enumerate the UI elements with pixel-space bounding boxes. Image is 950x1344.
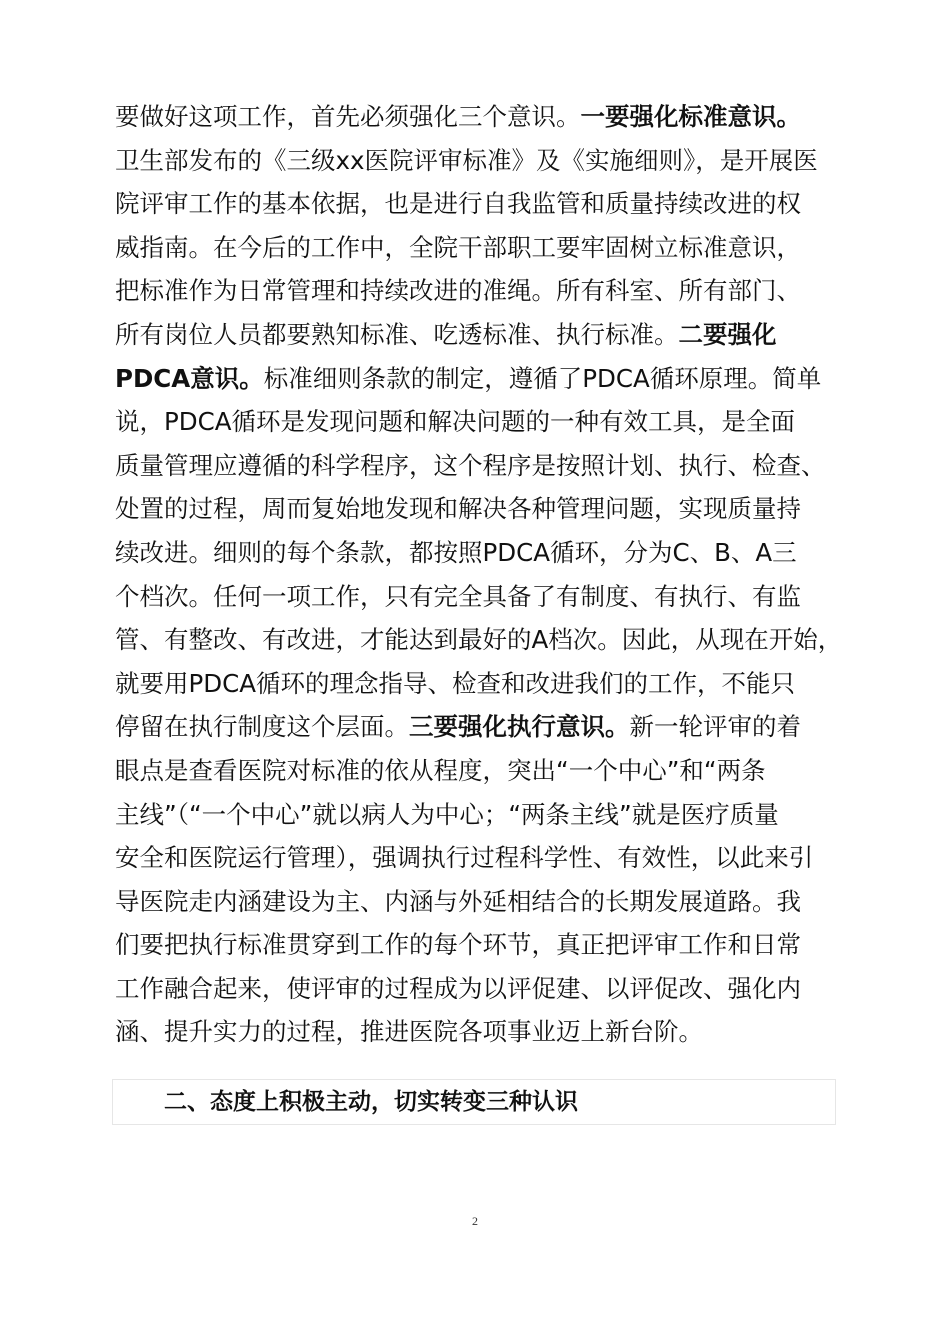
body-text-run: 停留在执行制度这个层面。 — [115, 712, 409, 742]
body-text-run: 导医院走内涵建设为主、内涵与外延相结合的长期发展道路。我 — [115, 886, 801, 916]
text-line — [115, 575, 843, 619]
body-text-run: 标准细则条款的制定，遵循了PDCA循环原理。简单 — [263, 363, 822, 393]
body-text-run: 卫生部发布的《三级xx医院评审标准》及《实施细则》，是开展医 — [115, 145, 818, 175]
text-line — [115, 662, 843, 706]
body-paragraph — [115, 95, 843, 1054]
emphasis-text: 三要强化执行意识。 — [409, 712, 630, 742]
text-line — [115, 967, 843, 1011]
text-line — [115, 618, 843, 662]
text-line — [115, 95, 843, 139]
body-text-run: 工作融合起来，使评审的过程成为以评促建、以评促改、强化内 — [115, 973, 801, 1003]
text-line — [115, 400, 843, 444]
text-line — [115, 139, 843, 183]
body-text-run: 眼点是查看医院对标准的依从程度，突出“一个中心”和“两条 — [115, 755, 766, 785]
body-text-run: 要做好这项工作，首先必须强化三个意识。 — [115, 102, 581, 131]
body-text-run: 管、有整改、有改进，才能达到最好的A档次。因此，从现在开始， — [115, 625, 843, 655]
body-text-run: 所有岗位人员都要熟知标准、吃透标准、执行标准。 — [115, 319, 679, 349]
text-line — [115, 793, 843, 837]
text-line — [115, 444, 843, 488]
body-text-run: 质量管理应遵循的科学程序，这个程序是按照计划、执行、检查、 — [115, 450, 826, 480]
emphasis-text: 二要强化 — [678, 319, 777, 349]
text-line — [115, 749, 843, 793]
text-line — [115, 182, 843, 226]
emphasis-text: PDCA意识。 — [115, 363, 264, 393]
body-text-run: 说，PDCA循环是发现问题和解决问题的一种有效工具，是全面 — [115, 407, 796, 437]
body-text-run: 处置的过程，周而复始地发现和解决各种管理问题，实现质量持 — [115, 494, 801, 524]
body-text-run: 们要把执行标准贯穿到工作的每个环节，真正把评审工作和日常 — [115, 930, 801, 960]
section-heading: 二、态度上积极主动，切实转变三种认识 — [164, 1088, 578, 1115]
text-line — [115, 531, 843, 575]
body-text-run: 就要用PDCA循环的理念指导、检查和改进我们的工作，不能只 — [115, 668, 796, 698]
text-line — [115, 269, 843, 313]
body-text-run: 院评审工作的基本依据，也是进行自我监管和质量持续改进的权 — [115, 189, 801, 219]
page-number: 2 — [472, 1214, 478, 1228]
body-text-run: 个档次。任何一项工作，只有完全具备了有制度、有执行、有监 — [115, 581, 801, 611]
emphasis-text: 一要强化标准意识。 — [580, 102, 801, 131]
text-line — [115, 1010, 843, 1054]
body-text-run: 涵、提升实力的过程，推进医院各项事业迈上新台阶。 — [115, 1017, 703, 1047]
body-text-run: 续改进。细则的每个条款，都按照PDCA循环，分为C、B、A三 — [115, 537, 797, 567]
body-text-run: 安全和医院运行管理），强调执行过程科学性、有效性，以此来引 — [115, 843, 814, 873]
text-line — [115, 705, 843, 749]
text-line — [115, 487, 843, 531]
text-line — [115, 226, 843, 270]
body-text-run: 主线”（“一个中心”就以病人为中心；“两条主线”就是医疗质量 — [115, 799, 779, 829]
text-line — [115, 313, 843, 357]
body-text-run: 新一轮评审的着 — [629, 712, 801, 742]
body-text-run: 威指南。在今后的工作中，全院干部职工要牢固树立标准意识， — [115, 232, 801, 262]
text-line — [115, 923, 843, 967]
text-line — [115, 357, 843, 401]
text-line — [115, 880, 843, 924]
text-line — [115, 836, 843, 880]
body-text-run: 把标准作为日常管理和持续改进的准绳。所有科室、所有部门、 — [115, 276, 801, 306]
